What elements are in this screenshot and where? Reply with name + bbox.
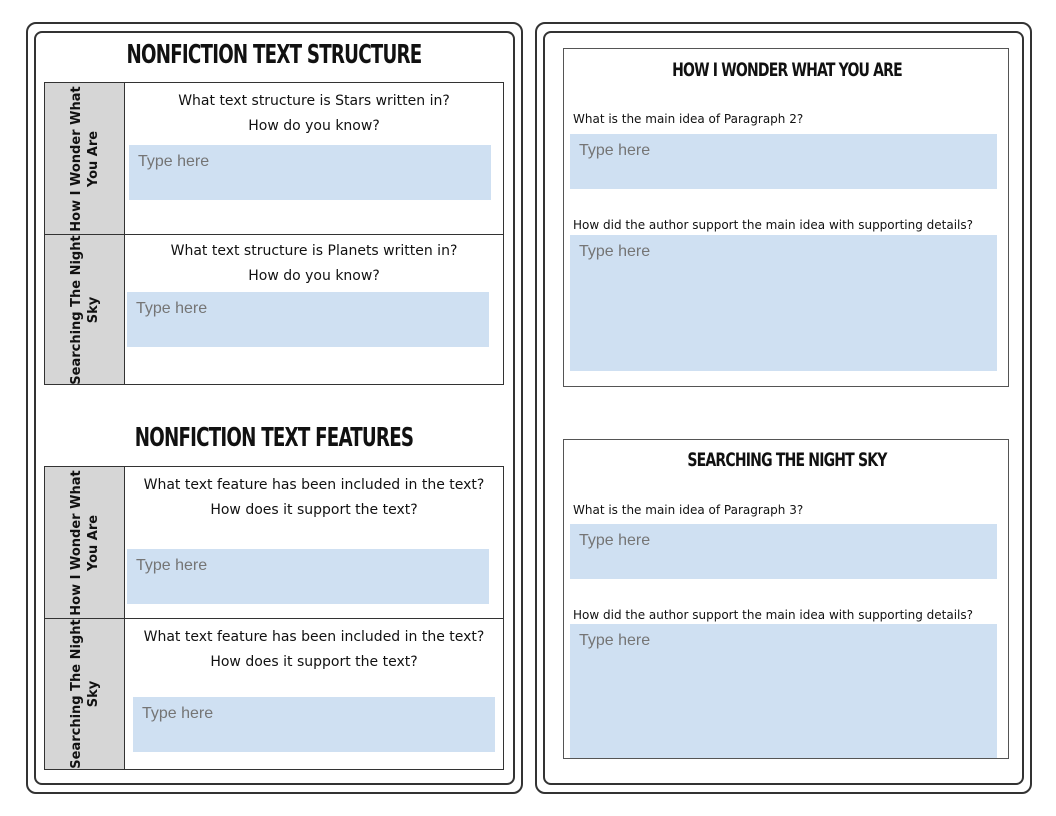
structure-answer-planets[interactable] [127,292,489,347]
prompt-line-2: How do you know? [248,118,380,134]
features-answer-planets[interactable] [133,697,495,752]
features-row-side-label: Searching The Night Sky [68,619,101,769]
prompt-line-2: How do you know? [248,268,380,284]
answer-main-idea[interactable] [570,134,997,189]
structure-row-side [45,235,125,384]
features-row-side [45,619,125,769]
question-supporting-details: How did the author support the main idea with supporting details? [573,218,974,232]
structure-answer-stars[interactable] [129,145,491,200]
main-idea-panel-stars [563,48,1009,387]
main-idea-panel-night-sky [563,439,1009,759]
structure-row-stars [45,83,503,234]
panel-title: SEARCHING THE NIGHT SKY [687,449,887,471]
features-row-planets [45,618,503,769]
prompt-line-2: How does it support the text? [210,654,418,670]
features-prompt [125,625,503,675]
features-prompt [125,473,503,523]
features-answer-stars[interactable] [127,549,489,604]
features-title: NONFICTION TEXT FEATURES [134,423,414,453]
panel-title: HOW I WONDER WHAT YOU ARE [672,59,902,81]
question-main-idea: What is the main idea of Paragraph 2? [573,112,804,126]
structure-title: NONFICTION TEXT STRUCTURE [126,40,422,70]
structure-row-planets [45,234,503,384]
prompt-line-1: What text feature has been included in the text? [143,629,485,645]
answer-supporting-details[interactable] [570,235,997,371]
structure-prompt [125,89,503,139]
features-row-side [45,467,125,618]
features-table [44,466,504,770]
answer-supporting-details[interactable] [570,624,997,758]
answer-main-idea[interactable] [570,524,997,579]
structure-table [44,82,504,385]
question-main-idea: What is the main idea of Paragraph 3? [573,503,804,517]
prompt-line-1: What text structure is Planets written in? [170,243,458,259]
prompt-line-2: How does it support the text? [210,502,418,518]
prompt-line-1: What text feature has been included in the text? [143,477,485,493]
question-supporting-details: How did the author support the main idea with supporting details? [573,608,974,622]
features-row-stars [45,467,503,618]
structure-prompt [125,239,503,289]
prompt-line-1: What text structure is Stars written in? [178,93,450,109]
structure-row-side-label: How I Wonder What You Are [68,85,101,232]
features-row-side-label: How I Wonder What You Are [68,469,101,616]
structure-row-side [45,83,125,234]
structure-row-side-label: Searching The Night Sky [68,234,101,385]
